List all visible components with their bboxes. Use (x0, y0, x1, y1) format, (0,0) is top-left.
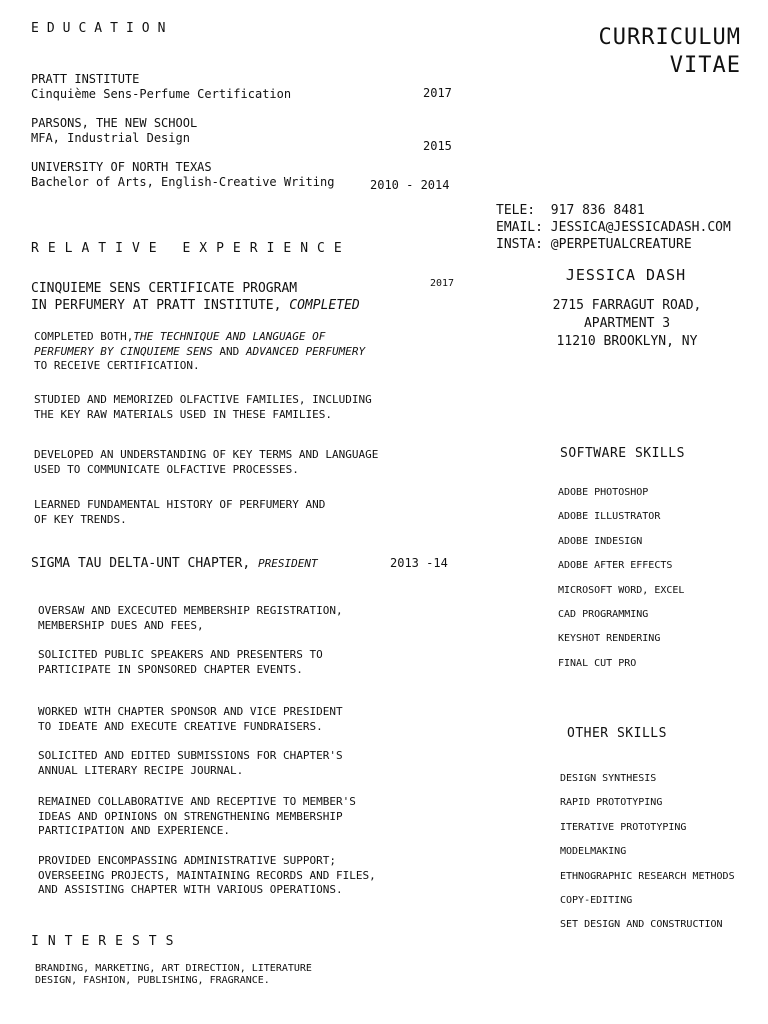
bullet-line: REMAINED COLLABORATIVE AND RECEPTIVE TO MEMBER'S (38, 795, 356, 808)
experience-heading: RELATIVE EXPERIENCE (31, 241, 351, 256)
course-name: PERFUMERY BY CINQUIEME SENS (34, 344, 213, 358)
bullet-line: LEARNED FUNDAMENTAL HISTORY OF PERFUMERY AND (34, 498, 326, 511)
interests-line-1: BRANDING, MARKETING, ART DIRECTION, LITERATURE (35, 963, 312, 974)
entry-role: PRESIDENT (257, 557, 318, 570)
cinquieme-bullet-3 (34, 448, 378, 477)
course-name: THE TECHNIQUE AND LANGUAGE OF (133, 330, 326, 343)
entry-title-text: SIGMA TAU DELTA-UNT CHAPTER, (31, 556, 258, 571)
list-item: DESIGN SYNTHESIS (560, 773, 657, 784)
address-line-2: APARTMENT 3 (583, 316, 671, 331)
list-item: MICROSOFT WORD, EXCEL (558, 584, 685, 596)
education-year-pratt: 2017 (423, 86, 452, 100)
bullet-line: SOLICITED PUBLIC SPEAKERS AND PRESENTERS TO (38, 648, 323, 661)
address-line-1: 2715 FARRAGUT ROAD, (552, 298, 702, 313)
bullet-line: IDEAS AND OPINIONS ON STRENGTHENING MEMBERSHIP (38, 809, 343, 823)
bullet-line: PARTICIPATION AND EXPERIENCE. (38, 824, 231, 837)
bullet-line: PROVIDED ENCOMPASSING ADMINISTRATIVE SUPPORT; (38, 854, 337, 867)
sigma-bullet-5 (38, 795, 356, 839)
bullet-line (34, 345, 365, 360)
title-line-2: VITAE (669, 53, 741, 78)
bullet-line: TO IDEATE AND EXECUTE CREATIVE FUNDRAISERS. (38, 719, 323, 733)
list-item: KEYSHOT RENDERING (558, 633, 661, 645)
list-item: CAD PROGRAMMING (558, 608, 649, 620)
sigma-bullet-6 (38, 854, 376, 898)
interests-list (35, 963, 312, 987)
sigma-bullet-4 (38, 749, 343, 778)
bullet-line: USED TO COMMUNICATE OLFACTIVE PROCESSES. (34, 462, 299, 476)
bullet-line: ANNUAL LITERARY RECIPE JOURNAL. (38, 763, 244, 777)
education-entry-parsons (31, 116, 197, 146)
list-item: ADOBE PHOTOSHOP (558, 487, 649, 498)
list-item: MODELMAKING (560, 846, 627, 858)
bullet-line: OVERSAW AND EXCECUTED MEMBERSHIP REGISTRATION, (38, 604, 343, 617)
school-name: PARSONS, THE NEW SCHOOL (31, 116, 198, 130)
list-item: FINAL CUT PRO (558, 657, 637, 669)
other-skills-list (560, 772, 735, 943)
document-title (599, 24, 741, 80)
school-name: UNIVERSITY OF NORTH TEXAS (31, 160, 212, 174)
sigma-bullet-3 (38, 705, 343, 734)
list-item: COPY-EDITING (560, 894, 633, 906)
sigma-bullet-2 (38, 648, 323, 677)
experience-year-sigma: 2013 -14 (390, 556, 448, 570)
bullet-line: STUDIED AND MEMORIZED OLFACTIVE FAMILIES, INCLUDING (34, 393, 372, 406)
course-name: ADVANCED PERFUMERY (245, 344, 366, 358)
cinquieme-bullet-1 (34, 330, 365, 374)
education-entry-pratt (31, 72, 291, 102)
bullet-line: MEMBERSHIP DUES AND FEES, (38, 618, 204, 632)
entry-title-text: IN PERFUMERY AT PRATT INSTITUTE, (31, 298, 290, 313)
school-name: PRATT INSTITUTE (31, 72, 140, 86)
program-name: MFA, Industrial Design (31, 131, 190, 145)
bullet-line: THE KEY RAW MATERIALS USED IN THESE FAMILIES. (34, 407, 333, 421)
contact-phone: TELE: 917 836 8481 (496, 203, 645, 218)
title-line-1: CURRICULUM (598, 25, 741, 50)
bullet-text: COMPLETED BOTH, (34, 330, 134, 343)
bullet-line: OF KEY TRENDS. (34, 512, 127, 526)
list-item: SET DESIGN AND CONSTRUCTION (560, 919, 723, 931)
program-name: Bachelor of Arts, English-Creative Writing (31, 175, 335, 189)
entry-status: COMPLETED (289, 298, 360, 313)
experience-title-sigma (31, 555, 318, 572)
education-heading: EDUCATION (31, 21, 174, 36)
contact-address (496, 297, 758, 351)
list-item: ADOBE ILLUSTRATOR (558, 511, 661, 523)
cinquieme-bullet-2 (34, 393, 372, 422)
education-year-parsons: 2015 (423, 139, 452, 153)
list-item: RAPID PROTOTYPING (560, 797, 663, 809)
software-skills-heading: SOFTWARE SKILLS (560, 446, 685, 461)
address-line-3: 11210 BROOKLYN, NY (556, 334, 698, 349)
program-name: Cinquième Sens-Perfume Certification (31, 87, 292, 101)
bullet-line: OVERSEEING PROJECTS, MAINTAINING RECORDS AND FILES, (38, 868, 376, 882)
contact-instagram: INSTA: @PERPETUALCREATURE (496, 237, 692, 252)
other-skills-heading: OTHER SKILLS (567, 726, 667, 741)
bullet-line: PARTICIPATE IN SPONSORED CHAPTER EVENTS. (38, 662, 303, 676)
experience-title-cinquieme (31, 280, 360, 314)
contact-email: EMAIL: JESSICA@JESSICADASH.COM (496, 220, 731, 235)
interests-heading: INTERESTS (31, 934, 183, 949)
entry-title-line-1: CINQUIEME SENS CERTIFICATE PROGRAM (31, 281, 298, 296)
bullet-text: AND (212, 344, 246, 358)
contact-name: JESSICA DASH (565, 266, 687, 284)
bullet-line: DEVELOPED AN UNDERSTANDING OF KEY TERMS AND LANGUAGE (34, 448, 379, 461)
bullet-line: WORKED WITH CHAPTER SPONSOR AND VICE PRESIDENT (38, 705, 343, 718)
contact-block (496, 202, 731, 253)
list-item: ITERATIVE PROTOTYPING (560, 821, 687, 833)
education-entry-unt (31, 160, 334, 190)
software-skills-list (558, 486, 684, 681)
list-item: ADOBE INDESIGN (558, 535, 643, 547)
cinquieme-bullet-4 (34, 498, 325, 527)
list-item: ADOBE AFTER EFFECTS (558, 560, 673, 572)
bullet-line: SOLICITED AND EDITED SUBMISSIONS FOR CHAPTER'S (38, 749, 343, 762)
bullet-line: TO RECEIVE CERTIFICATION. (34, 359, 200, 372)
education-year-unt: 2010 - 2014 (370, 178, 450, 192)
experience-year-cinquieme: 2017 (430, 278, 455, 289)
entry-title-line-2 (31, 297, 360, 314)
interests-line-2: DESIGN, FASHION, PUBLISHING, FRAGRANCE. (35, 975, 270, 986)
bullet-line (34, 330, 365, 345)
bullet-line: AND ASSISTING CHAPTER WITH VARIOUS OPERATIONS. (38, 883, 343, 896)
sigma-bullet-1 (38, 604, 343, 633)
list-item: ETHNOGRAPHIC RESEARCH METHODS (560, 870, 735, 882)
